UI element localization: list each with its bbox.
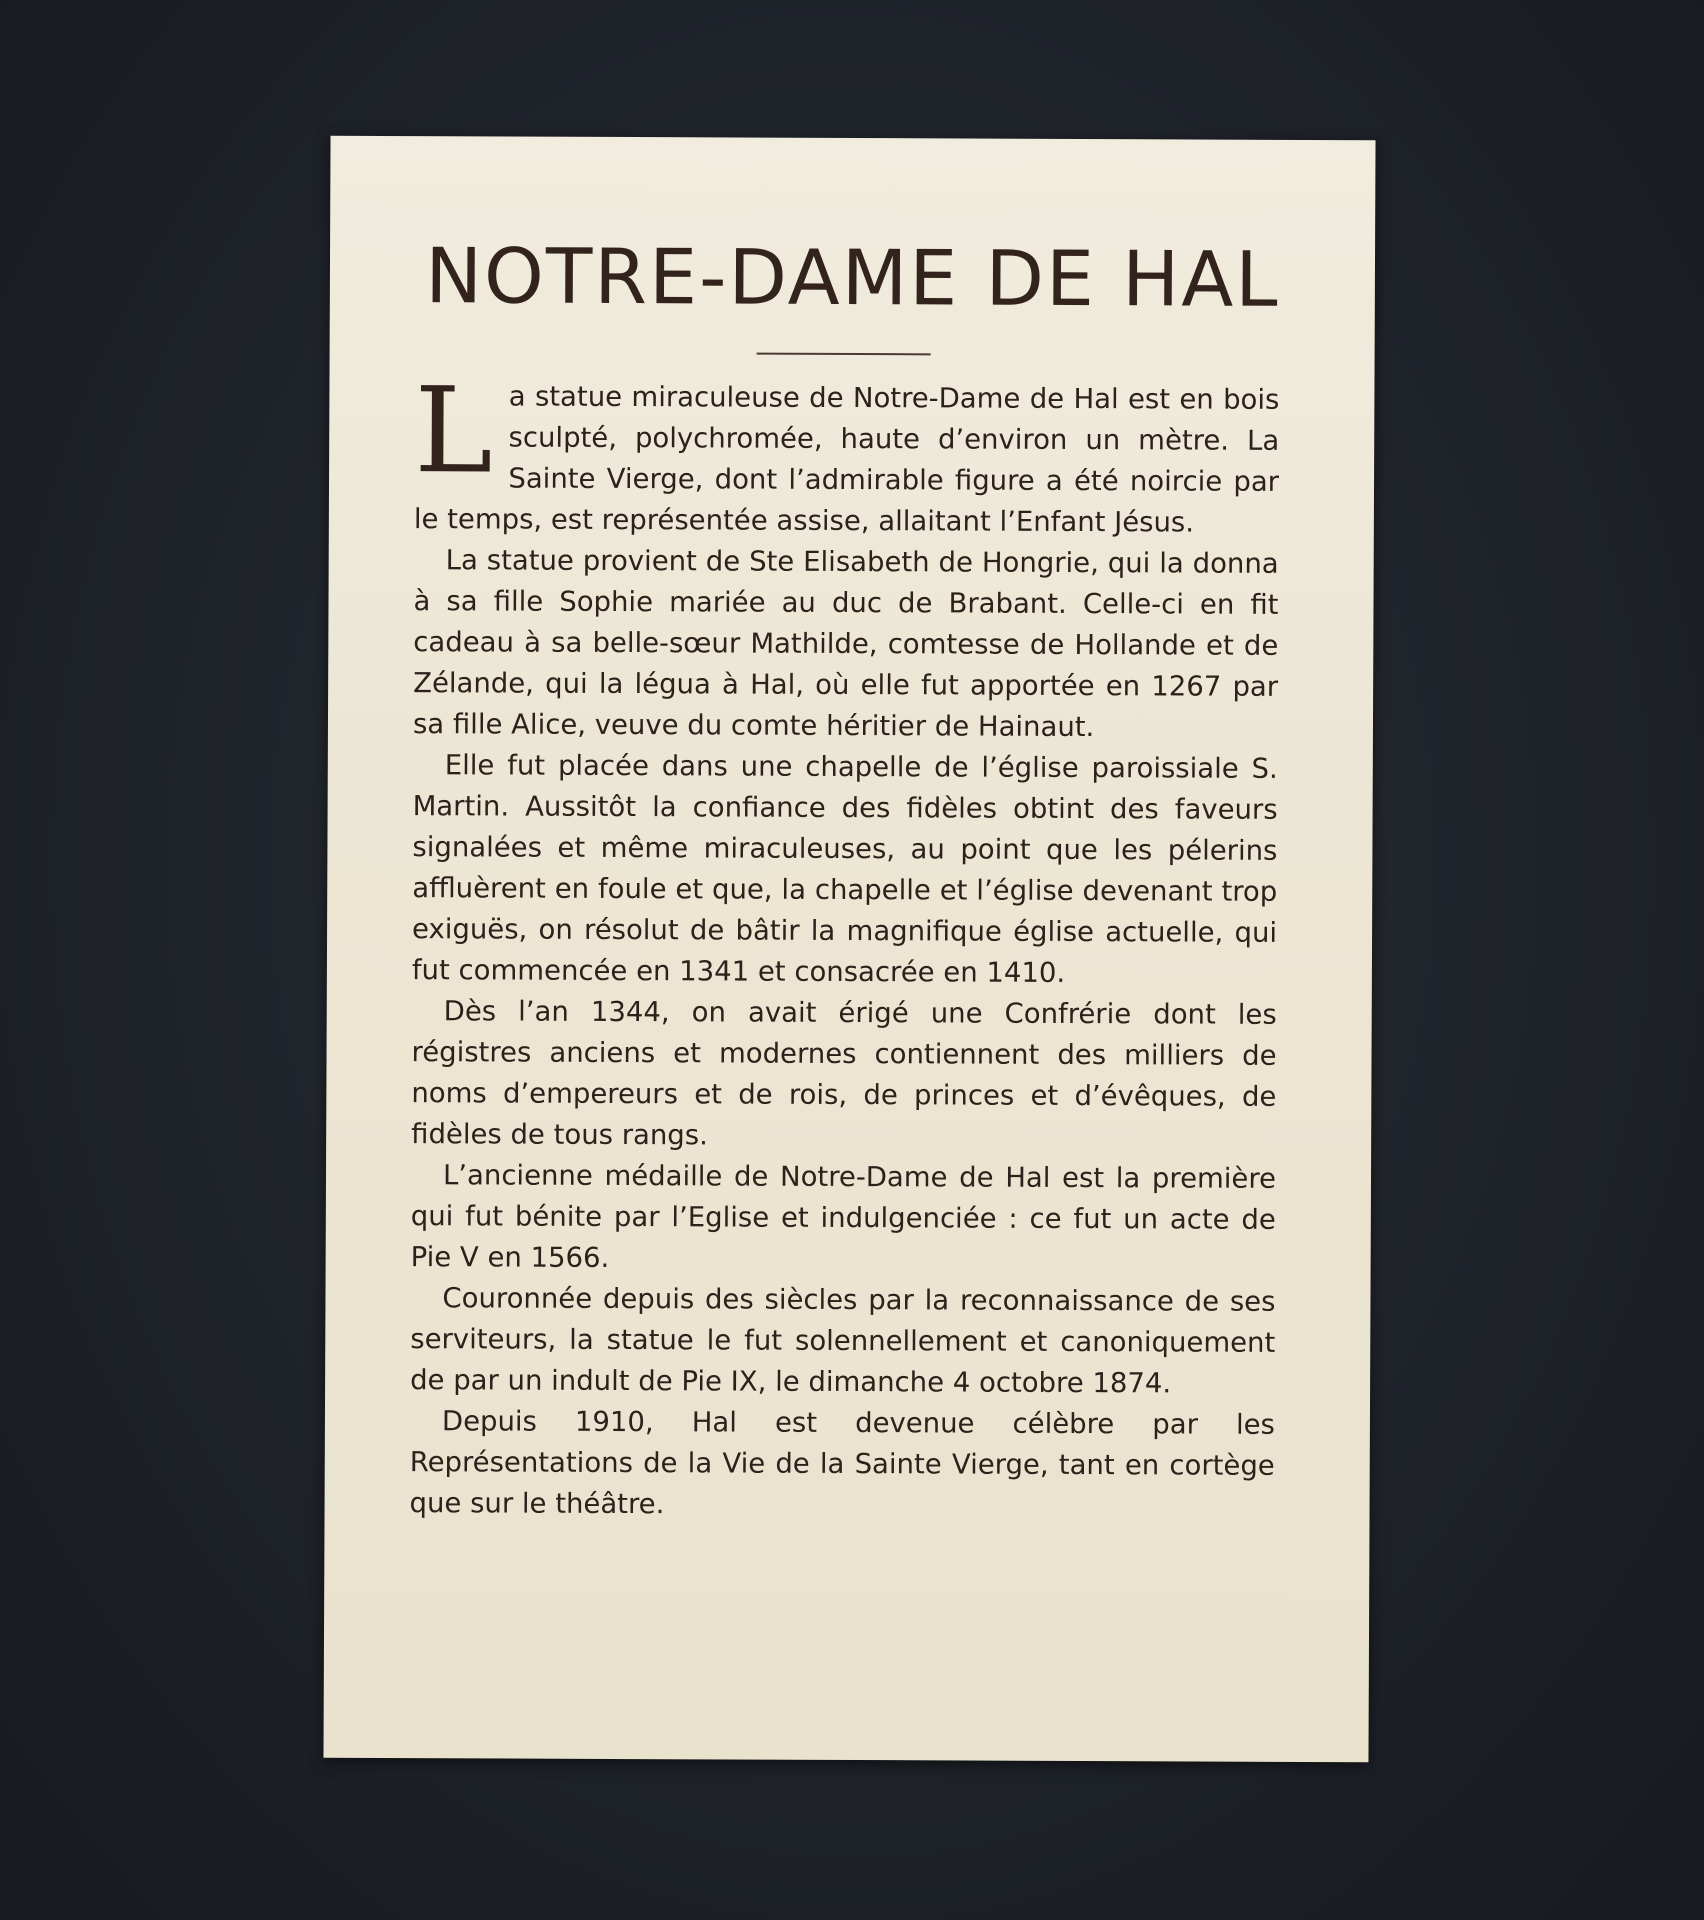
drop-cap: L <box>413 361 493 500</box>
paragraph-7: Depuis 1910, Hal est devenue célèbre par les Représentations de la Vie de la Sainte Vierge, tant en cortège que sur le théâtre. <box>409 1405 1275 1521</box>
paragraph-3: Elle fut placée dans une chapelle de l’église paroissiale S. Martin. Aussitôt la confiance des fidèles obtint des faveurs signalées et même miraculeuses, au point que les pélerins affluèrent en foule et que, la chapelle et l’église devenant trop exiguës, on résolut de bâtir la magnifique église actuelle, qui fut commencée en 1341 et consacrée en 1410. <box>411 749 1278 989</box>
paragraph-1 <box>413 361 1280 544</box>
card-body <box>409 361 1280 1528</box>
paragraph-2: La statue provient de Ste Elisabeth de Hongrie, qui la donna à sa fille Sophie mariée au duc de Brabant. Celle-ci en fit cadeau à sa belle-sœur Mathilde, comtesse de Hollande et de Zélande, qui la légua à Hal, où elle fut apportée en 1267 par sa fille Alice, veuve du comte héritier de Hainaut. <box>412 544 1279 744</box>
paragraph-4: Dès l’an 1344, on avait érigé une Confrérie dont les régistres anciens et modernes contiennent des milliers de noms d’empereurs et de rois, de princes et d’évêques, de fidèles de tous rangs. <box>411 995 1277 1152</box>
card-title: NOTRE-DAME DE HAL <box>425 231 1280 324</box>
title-divider <box>757 353 931 356</box>
prayer-card <box>323 136 1375 1763</box>
paragraph-5: L’ancienne médaille de Notre-Dame de Hal est la première qui fut bénite par l’Eglise et indulgenciée : ce fut un acte de Pie V en 1566. <box>410 1159 1277 1274</box>
paragraph-1-text: a statue miraculeuse de Notre-Dame de Hal est en bois sculpté, polychromée, haute d’environ un mètre. La Sainte Vierge, dont l’admirable figure a été noircie par le temps, est représentée assise, allaitant l’Enfant Jésus. <box>413 380 1280 539</box>
paragraph-6: Couronnée depuis des siècles par la reconnaissance de ses serviteurs, la statue le fut solennellement et canoniquement de par un indult de Pie IX, le dimanche 4 octobre 1874. <box>410 1282 1276 1400</box>
